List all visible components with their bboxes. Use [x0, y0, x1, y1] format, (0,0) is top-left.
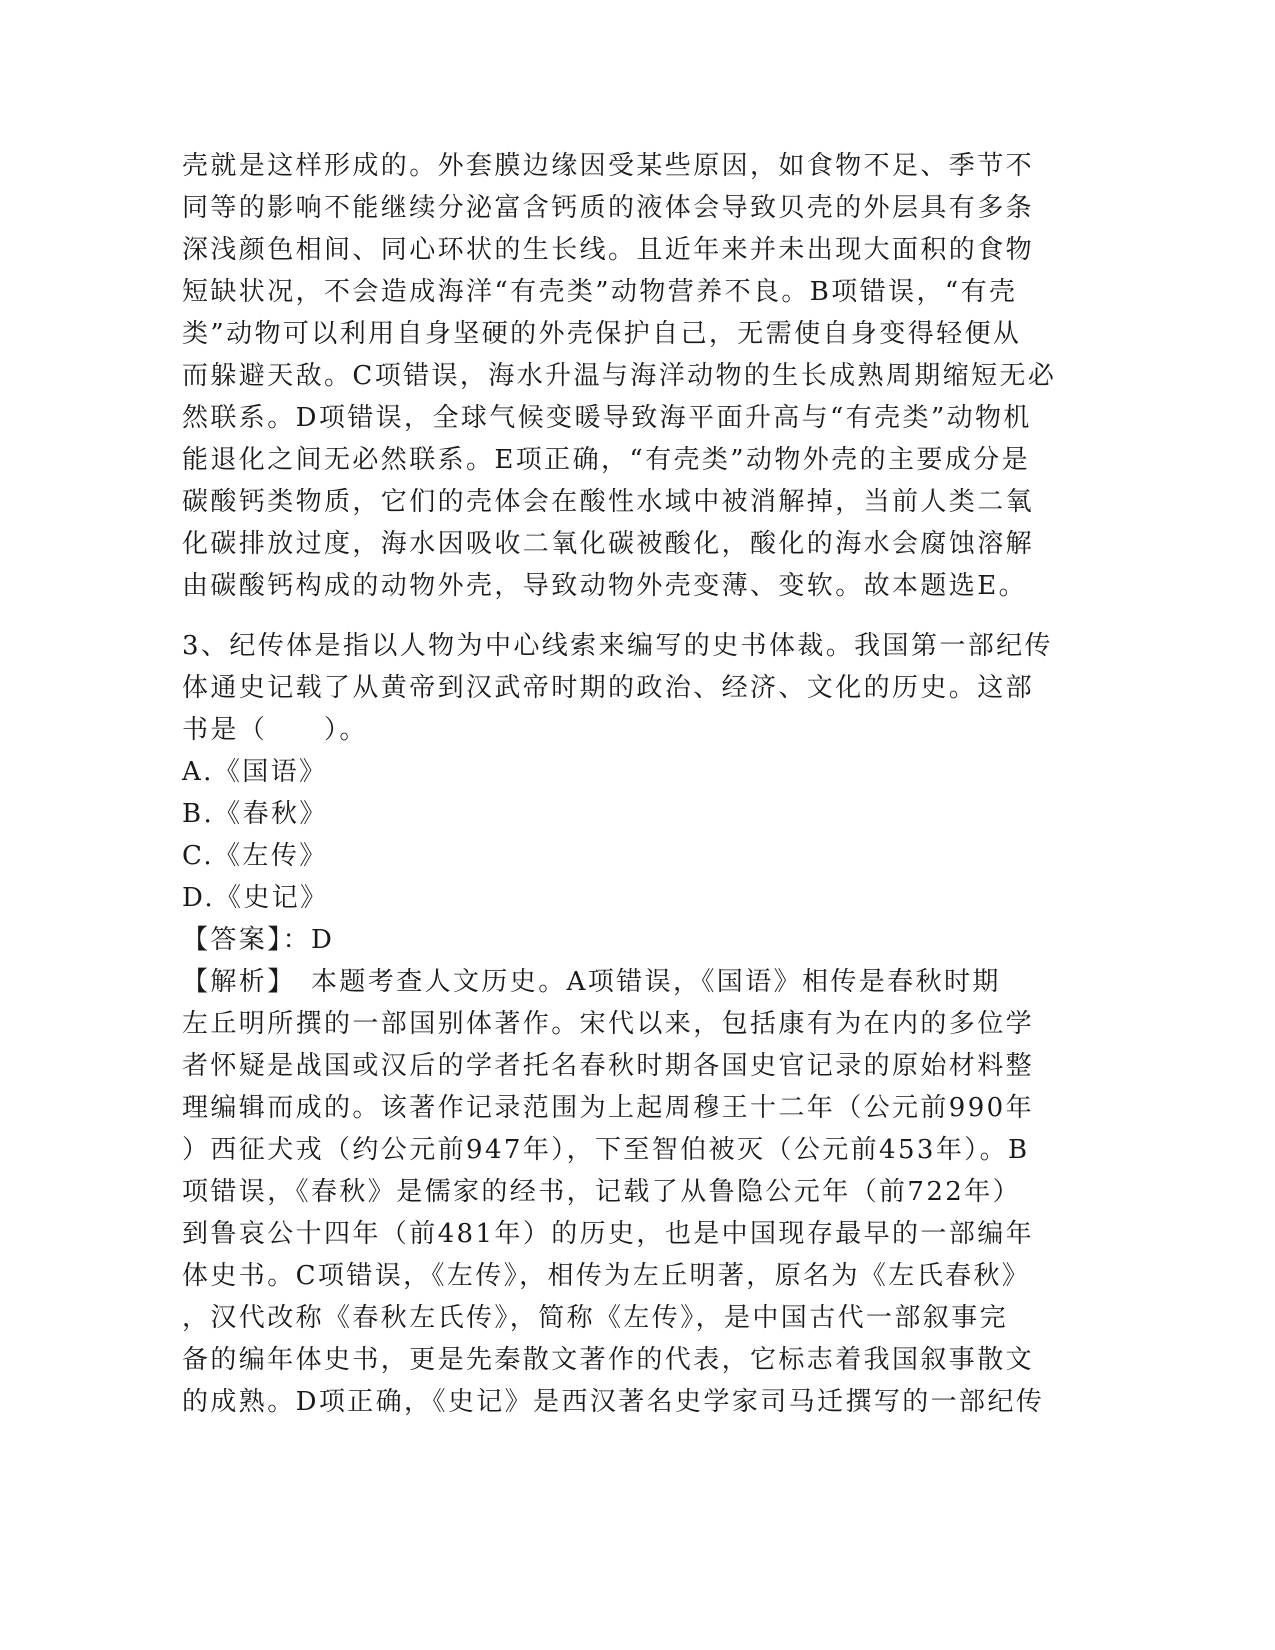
explanation-line: 到鲁哀公十四年（前481年）的历史，也是中国现存最早的一部编年 [182, 1219, 1035, 1249]
text-line: 壳就是这样形成的。外套膜边缘因受某些原因，如食物不足、季节不 [182, 151, 1035, 181]
text-line: 能退化之间无必然联系。E项正确，“有壳类”动物外壳的主要成分是 [182, 445, 1030, 475]
question-stem [182, 625, 1053, 751]
text-line: 短缺状况，不会造成海洋“有壳类”动物营养不良。B项错误，“有壳 [182, 277, 1018, 307]
text-line: 类”动物可以利用自身坚硬的外壳保护自己，无需使自身变得轻便从 [182, 319, 1022, 349]
explanation-line: 体史书。C项错误，《左传》，相传为左丘明著，原名为《左氏春秋》 [182, 1261, 1031, 1291]
option-b: B.《春秋》 [182, 799, 328, 829]
option-d: D.《史记》 [182, 883, 329, 913]
text-line: 而躲避天敌。C项错误，海水升温与海洋动物的生长成熟周期缩短无必 [182, 361, 1057, 391]
document-page [182, 145, 1057, 1423]
text-line: 同等的影响不能继续分泌富含钙质的液体会导致贝壳的外层具有多条 [182, 193, 1035, 223]
explanation-line: 项错误，《春秋》是儒家的经书，记载了从鲁隐公元年（前722年） [182, 1177, 1022, 1207]
explanation-line: 【解析】 本题考查人文历史。A项错误，《国语》相传是春秋时期 [182, 967, 1001, 997]
stem-line: 3、纪传体是指以人物为中心线索来编写的史书体裁。我国第一部纪传 [182, 631, 1053, 661]
text-line: 化碳排放过度，海水因吸收二氧化碳被酸化，酸化的海水会腐蚀溶解 [182, 529, 1035, 559]
option-a: A.《国语》 [182, 757, 328, 787]
text-line: 深浅颜色相间、同心环状的生长线。且近年来并未出现大面积的食物 [182, 235, 1035, 265]
stem-line: 体通史记载了从黄帝到汉武帝时期的政治、经济、文化的历史。这部 [182, 673, 1035, 703]
explanation-line: 者怀疑是战国或汉后的学者托名春秋时期各国史官记录的原始材料整 [182, 1051, 1035, 1081]
option-c: C.《左传》 [182, 841, 328, 871]
paragraph-gap [182, 607, 1042, 625]
explanation-line: 备的编年体史书，更是先秦散文著作的代表，它标志着我国叙事散文 [182, 1345, 1035, 1375]
text-line: 然联系。D项错误，全球气候变暖导致海平面升高与“有壳类”动物机 [182, 403, 1032, 433]
explanation-line: ）西征犬戎（约公元前947年），下至智伯被灭（公元前453年）。B [182, 1135, 1030, 1165]
explanation-line: ，汉代改称《春秋左氏传》，简称《左传》，是中国古代一部叙事完 [182, 1303, 1009, 1333]
option-list [182, 751, 1042, 919]
explanation-line: 左丘明所撰的一部国别体著作。宋代以来，包括康有为在内的多位学 [182, 1009, 1035, 1039]
explanation-line: 的成熟。D项正确，《史记》是西汉著名史学家司马迁撰写的一部纪传 [182, 1387, 1045, 1417]
text-line: 碳酸钙类物质，它们的壳体会在酸性水域中被消解掉，当前人类二氧 [182, 487, 1035, 517]
question-3 [182, 625, 1053, 1423]
text-line: 由碳酸钙构成的动物外壳，导致动物外壳变薄、变软。故本题选E。 [182, 571, 1027, 601]
stem-line: 书是（ ）。 [182, 715, 368, 745]
explanation-line: 理编辑而成的。该著作记录范围为上起周穆王十二年（公元前990年 [182, 1093, 1035, 1123]
previous-explanation [182, 145, 1057, 607]
answer-line: 【答案】：D [182, 925, 335, 955]
explanation [182, 961, 1045, 1423]
